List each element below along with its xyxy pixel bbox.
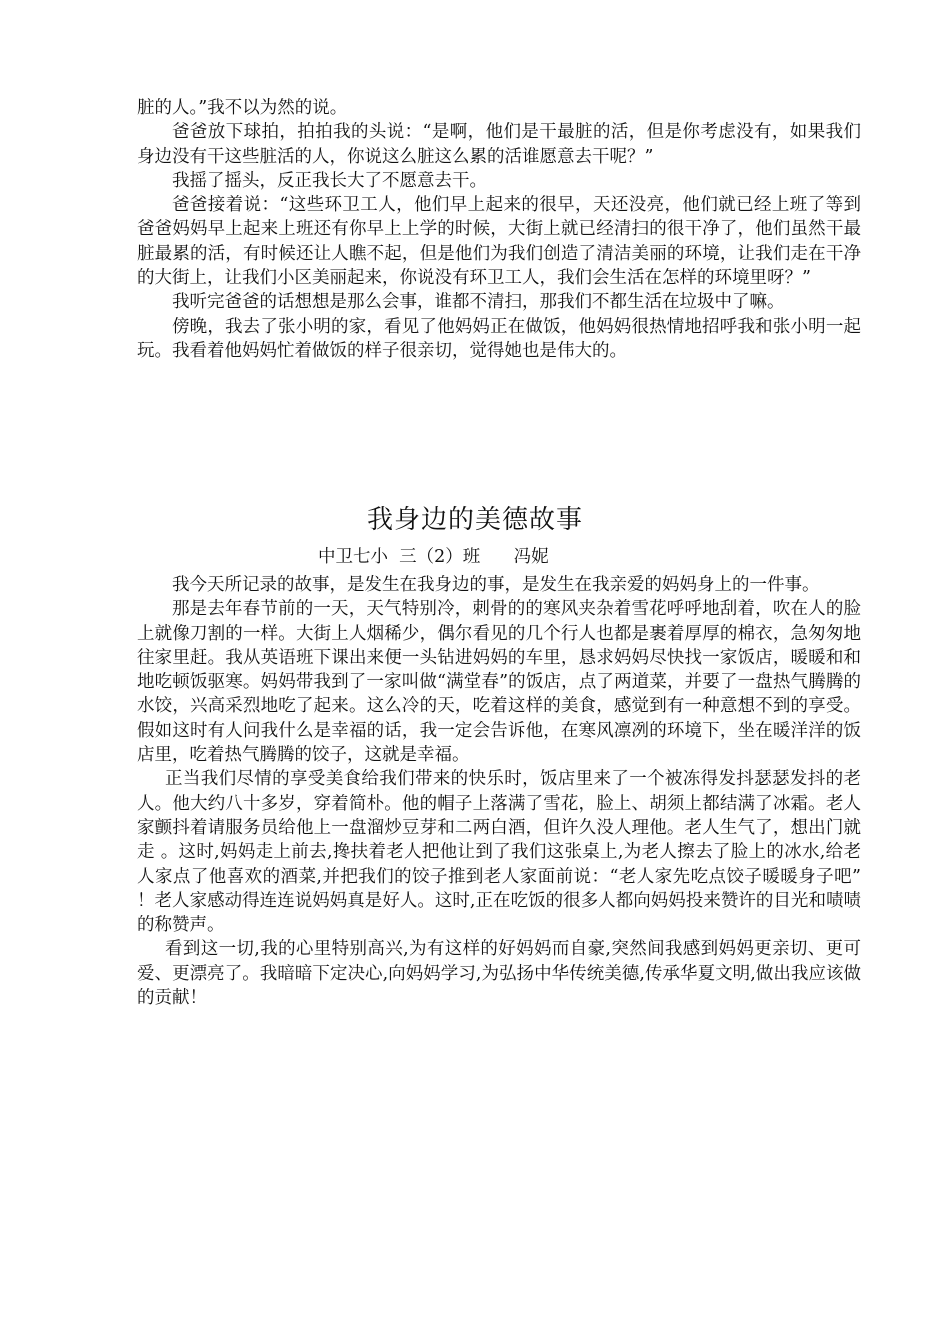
paragraph: 傍晚，我去了张小明的家，看见了他妈妈正在做饭，他妈妈很热情地招呼我和张小明一起玩。我看着他妈妈忙着做饭的样子很亲切，觉得她也是伟大的。 bbox=[137, 316, 861, 361]
previous-story-text bbox=[137, 96, 861, 363]
paragraph: 我听完爸爸的话想想是那么会事，谁都不清扫，那我们不都生活在垃圾中了嘛。 bbox=[172, 292, 785, 313]
paragraph: 我今天所记录的故事，是发生在我身边的事，是发生在我亲爱的妈妈身上的一件事。 bbox=[172, 575, 820, 595]
paragraph: 那是去年春节前的一天，天气特别冷，刺骨的的寒风夹杂着雪花呼呼地刮着，吹在人的脸上就像刀割的一样。大街上人烟稀少，偶尔看见的几个行人也都是裹着厚厚的棉衣，急匆匆地往家里赶。我从英语班下课出来便一头钻进妈妈的车里，恳求妈妈尽快找一家饭店，暖暖和和地吃顿饭驱寒。妈妈带我到了一家叫做“满堂春”的饭店，点了两道菜，并要了一盘热气腾腾的水饺，兴高采烈地吃了起来。这么冷的天，吃着这样的美食，感觉到有一种意想不到的享受。假如这时有人问我什么是幸福的话，我一定会告诉他，在寒风凛冽的环境下，坐在暖洋洋的饭店里，吃着热气腾腾的饺子，这就是幸福。 bbox=[137, 599, 861, 766]
story-title: 我身边的美德故事 bbox=[366, 505, 583, 535]
story-body bbox=[137, 573, 861, 1010]
paragraph: 脏的人。”我不以为然的说。 bbox=[137, 98, 348, 118]
author-byline: 中卫七小 三（2）班 冯妮 bbox=[318, 547, 549, 567]
paragraph: 正当我们尽情的享受美食给我们带来的快乐时，饭店里来了一个被冻得发抖瑟瑟发抖的老人。他大约八十多岁，穿着简朴。他的帽子上落满了雪花，脸上、胡须上都结满了冰霜。老人家颤抖着请服务员给他上一盘溜炒豆芽和二两白酒，但许久没人理他。老人生气了，想出门就走 。这时,妈妈走上前去,搀扶着老人把他让到了我们这张桌上,为老人擦去了脸上的冰水,给老人家点了他喜欢的酒菜,并把我们的饺子推到老人家面前说：“老人家先吃点饺子暖暖身子吧” ！老人家感动得连连说妈妈真是好人。这时,正在吃饭的很多人都向妈妈投来赞许的目光和啧啧的称赞声。 bbox=[137, 769, 861, 936]
paragraph: 看到这一切,我的心里特别高兴,为有这样的好妈妈而自豪,突然间我感到妈妈更亲切、更可爱、更漂亮了。我暗暗下定决心,向妈妈学习,为弘扬中华传统美德,传承华夏文明,做出我应该做的贡献！ bbox=[137, 939, 861, 1009]
paragraph: 我摇了摇头，反正我长大了不愿意去干。 bbox=[172, 170, 487, 191]
paragraph: 爸爸放下球拍，拍拍我的头说：“是啊，他们是干最脏的活，但是你考虑没有，如果我们身边没有干这些脏活的人，你说这么脏这么累的活谁愿意去干呢？” bbox=[137, 122, 861, 167]
paragraph: 爸爸接着说：“这些环卫工人，他们早上起来的很早，天还没亮，他们就已经上班了等到爸爸妈妈早上起来上班还有你早上上学的时候，大街上就已经清扫的很干净了，他们虽然干最脏最累的活，有时候还让人瞧不起，但是他们为我们创造了清洁美丽的环境，让我们走在干净的大街上，让我们小区美丽起来，你说没有环卫工人，我们会生活在怎样的环境里呀？” bbox=[137, 195, 861, 289]
